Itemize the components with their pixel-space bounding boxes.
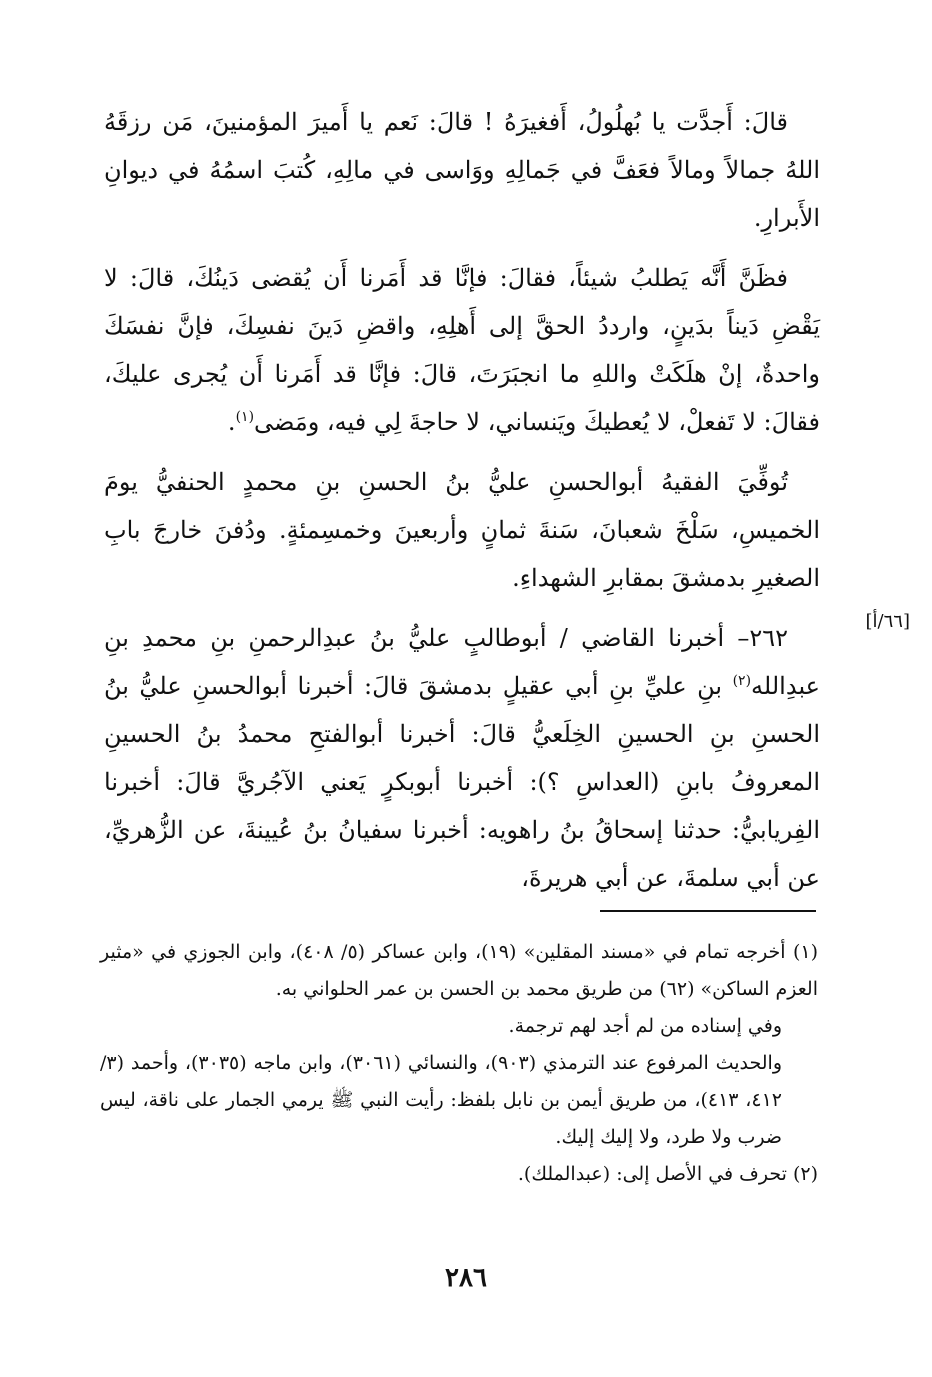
paragraph-4-rest: بنِ عليِّ بنِ أبي عقيلٍ بدمشقَ قالَ: أخبرنا أبوالحسنِ عليُّ بنُ الحسنِ بنِ الحسينِ الخِلَعيُّ قالَ: أخبرنا أبوالفتحِ محمدُ بنُ الحسينِ المعروفُ بابنِ (العداسِ ؟): أخبرنا أبوبكرٍ يَعني الآجُريَّ قالَ: أخبرنا الفِريابيُّ: حدثنا إسحاقُ بنُ راهويه: أخبرنا سفيانُ بنُ عُيينةَ، عن الزُّهريِّ، عن أبي سلمةَ، عن أبي هريرةَ، — [104, 672, 820, 892]
footnote-2: (٢) تحرف في الأصل إلى: (عبدالملك). — [517, 1163, 818, 1185]
paragraph-3-text: تُوفِّيَ الفقيهُ أبوالحسنِ عليُّ بنُ الحسنِ بنِ محمدٍ الحنفيُّ يومَ الخميسِ، سَلْخَ شعبانَ، سَنةَ ثمانٍ وأربعينَ وخمسِمئةٍ. ودُفنَ خارجَ بابِ الصغيرِ بدمشقَ بمقابرِ الشهداءِ. — [104, 468, 820, 592]
footnote-1: (١) أخرجه تمام في «مسند المقلين» (١٩)، وابن عساكر (٥/ ٤٠٨)، وابن الجوزي في «مثير العزم الساكن» (٦٢) من طريق محمد بن الحسن بن عمر الحلواني به. — [100, 941, 818, 1000]
paragraph-4-text: ٢٦٢– أخبرنا القاضي / أبوطالبٍ عليُّ بنُ عبدِالرحمنِ بنِ محمدِ بنِ عبدِالله — [104, 624, 820, 700]
paragraph-2-end: . — [227, 408, 236, 436]
footnote-1-continuation: وفي إسناده من لم أجد لهم ترجمة. — [508, 1015, 782, 1037]
paragraph-2 — [104, 254, 820, 446]
footnote-ref-1: (١) — [235, 409, 255, 425]
page-number: ٢٨٦ — [445, 1263, 487, 1293]
footnotes — [100, 934, 818, 1193]
footnote-separator — [600, 910, 816, 912]
paragraph-3 — [104, 458, 820, 602]
paragraph-1 — [104, 98, 820, 242]
footnote-ref-2: (٢) — [732, 673, 752, 689]
paragraph-2-text: فظَنَّ أَنَّه يَطلبُ شيئاً، فقالَ: فإنَّا قد أَمَرنا أَن يُقضى دَينُكَ، قالَ: لا يَقْضِ دَيناً بدَينٍ، وارددُ الحقَّ إلى أَهلِهِ، واقضِ دَينَ نفسِكَ، فإنَّ نفسَكَ واحدةٌ، إنْ هلَكَتْ واللهِ ما انجبَرَتَ، قالَ: فإنَّا قد أَمَرنا أَن يُجرى عليكَ، فقالَ: لا تَفعلْ، لا يُعطيكَ ويَنساني، لا حاجةَ لِي فيه، ومَضى — [104, 264, 820, 436]
paragraph-1-text: قالَ: أَجدَّت يا بُهلُولُ، أَفغيرَهُ ! قالَ: نَعم يا أَميرَ المؤمنينَ، مَن رزقَهُ اللهُ جمالاً ومالاً فعَفَّ في جَمالِهِ ووَاسى في مالِهِ، كُتبَ اسمُهُ في ديوانِ الأَبرارِ. — [104, 108, 820, 232]
paragraph-4 — [104, 614, 820, 902]
footnote-1-continuation: والحديث المرفوع عند الترمذي (٩٠٣)، والنسائي (٣٠٦١)، وابن ماجه (٣٠٣٥)، وأحمد (٣/ ٤١٢، ٤١٣)، من طريق أيمن بن نابل بلفظ: رأيت النبي ﷺ يرمي الجمار على ناقة، ليس ضرب ولا طرد، ولا إليك إليك. — [100, 1052, 782, 1148]
manuscript-folio-ref: [٦٦/أ] — [865, 611, 910, 632]
main-text — [104, 98, 820, 914]
